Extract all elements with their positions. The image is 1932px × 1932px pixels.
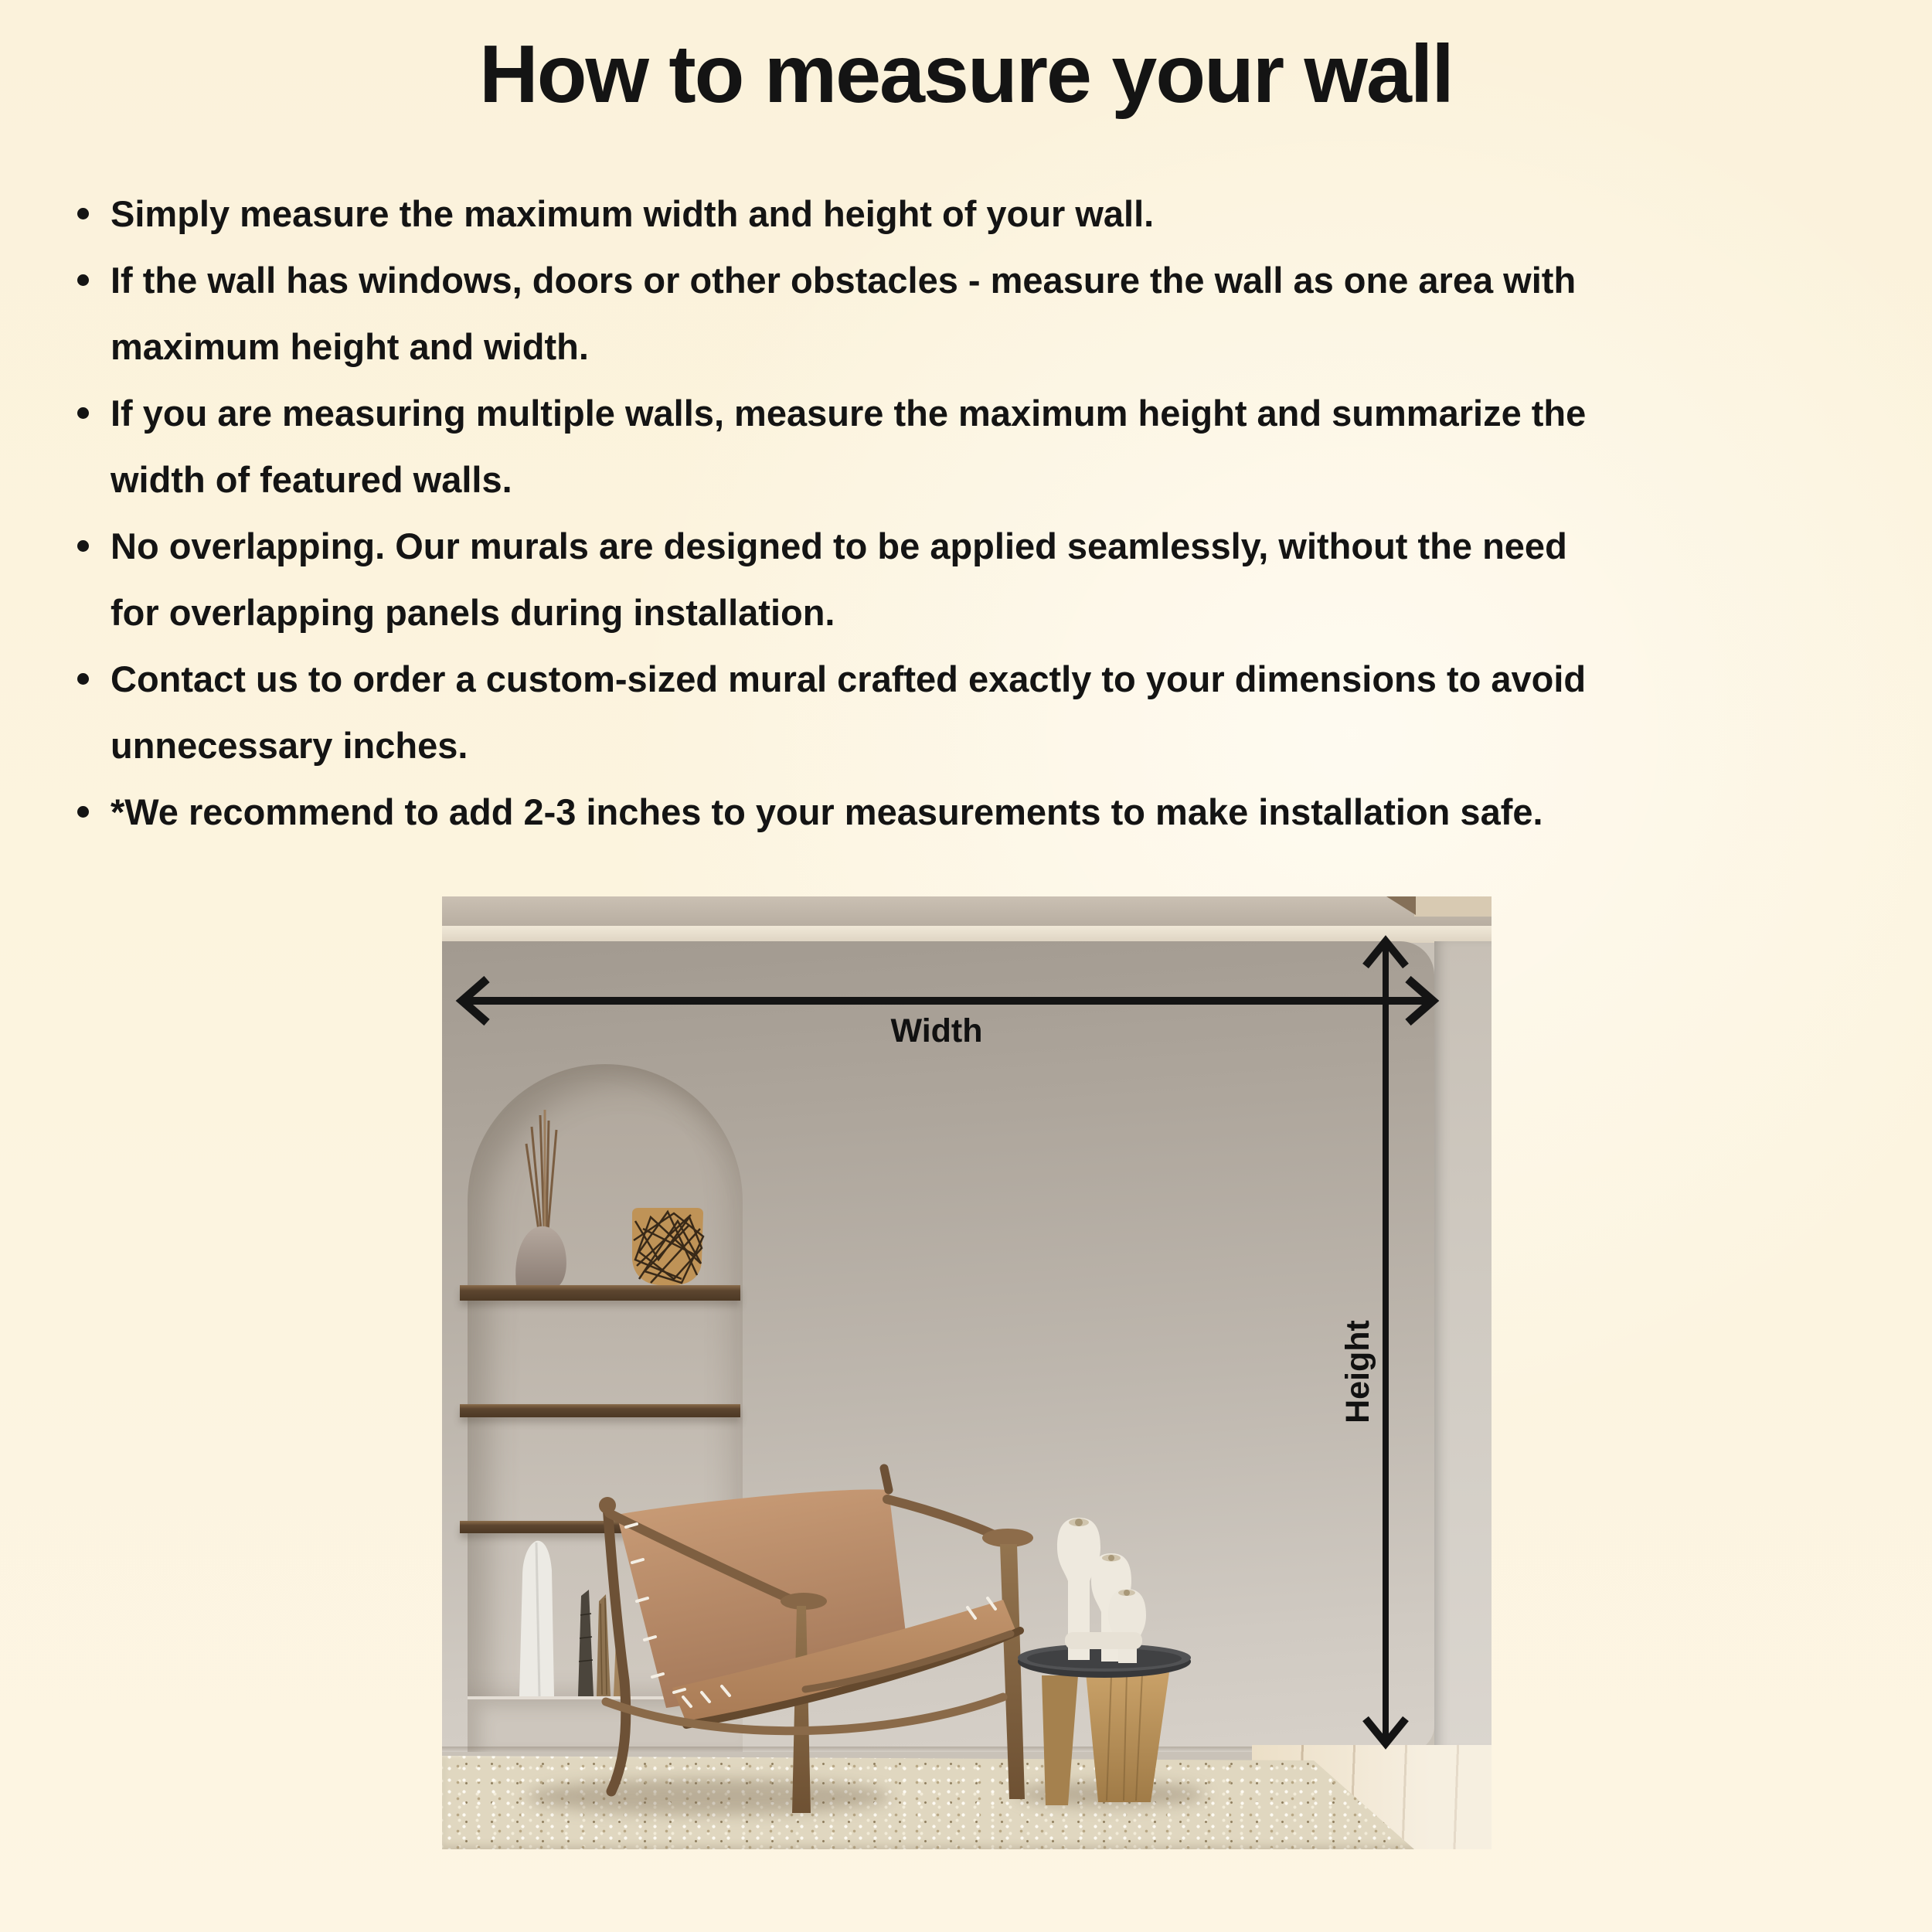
bullet-line: If the wall has windows, doors or other obstacles - measure the wall as one area with [111,260,1577,301]
list-item-text [111,513,1567,646]
instruction-list [77,181,1901,845]
list-item [77,513,1901,646]
stone-vase [515,1226,566,1285]
bullet-line: If you are measuring multiple walls, measure the maximum height and summarize the [111,393,1587,434]
bullet-icon [77,806,89,818]
bullet-line: No overlapping. Our murals are designed to be applied seamlessly, without the need [111,526,1567,566]
bullet-icon [77,274,89,286]
bullet-line: width of featured walls. [111,459,512,500]
leather-chair [599,1468,1033,1813]
bullet-line: maximum height and width. [111,326,589,367]
room-photo [442,896,1492,1849]
list-item-text [111,247,1576,380]
list-item [77,247,1901,380]
bullet-icon [77,540,89,552]
list-item [77,380,1901,513]
height-label: Height [1338,1320,1376,1423]
page-title: How to measure your wall [479,29,1453,120]
list-item-text [111,779,1543,845]
width-label: Width [890,1012,983,1049]
bullet-line: Simply measure the maximum width and height of your wall. [111,193,1155,234]
list-item-text [111,646,1586,779]
niche-sculpture [519,1541,554,1696]
list-item-text [111,380,1586,513]
dried-sticks [526,1110,556,1230]
candle-holders [1057,1518,1146,1663]
side-table [1018,1644,1191,1805]
bullet-icon [77,208,89,219]
bullet-line: for overlapping panels during installation. [111,592,835,633]
bullet-line: Contact us to order a custom-sized mural crafted exactly to your dimensions to avoid [111,658,1587,699]
bullet-icon [77,673,89,685]
list-item [77,646,1901,779]
woven-vase [632,1208,703,1285]
bullet-line: *We recommend to add 2-3 inches to your measurements to make installation safe. [111,791,1543,832]
list-item-text [111,181,1154,247]
bullet-line: unnecessary inches. [111,725,468,766]
list-item [77,779,1901,845]
bullet-icon [77,407,89,419]
list-item [77,181,1901,247]
